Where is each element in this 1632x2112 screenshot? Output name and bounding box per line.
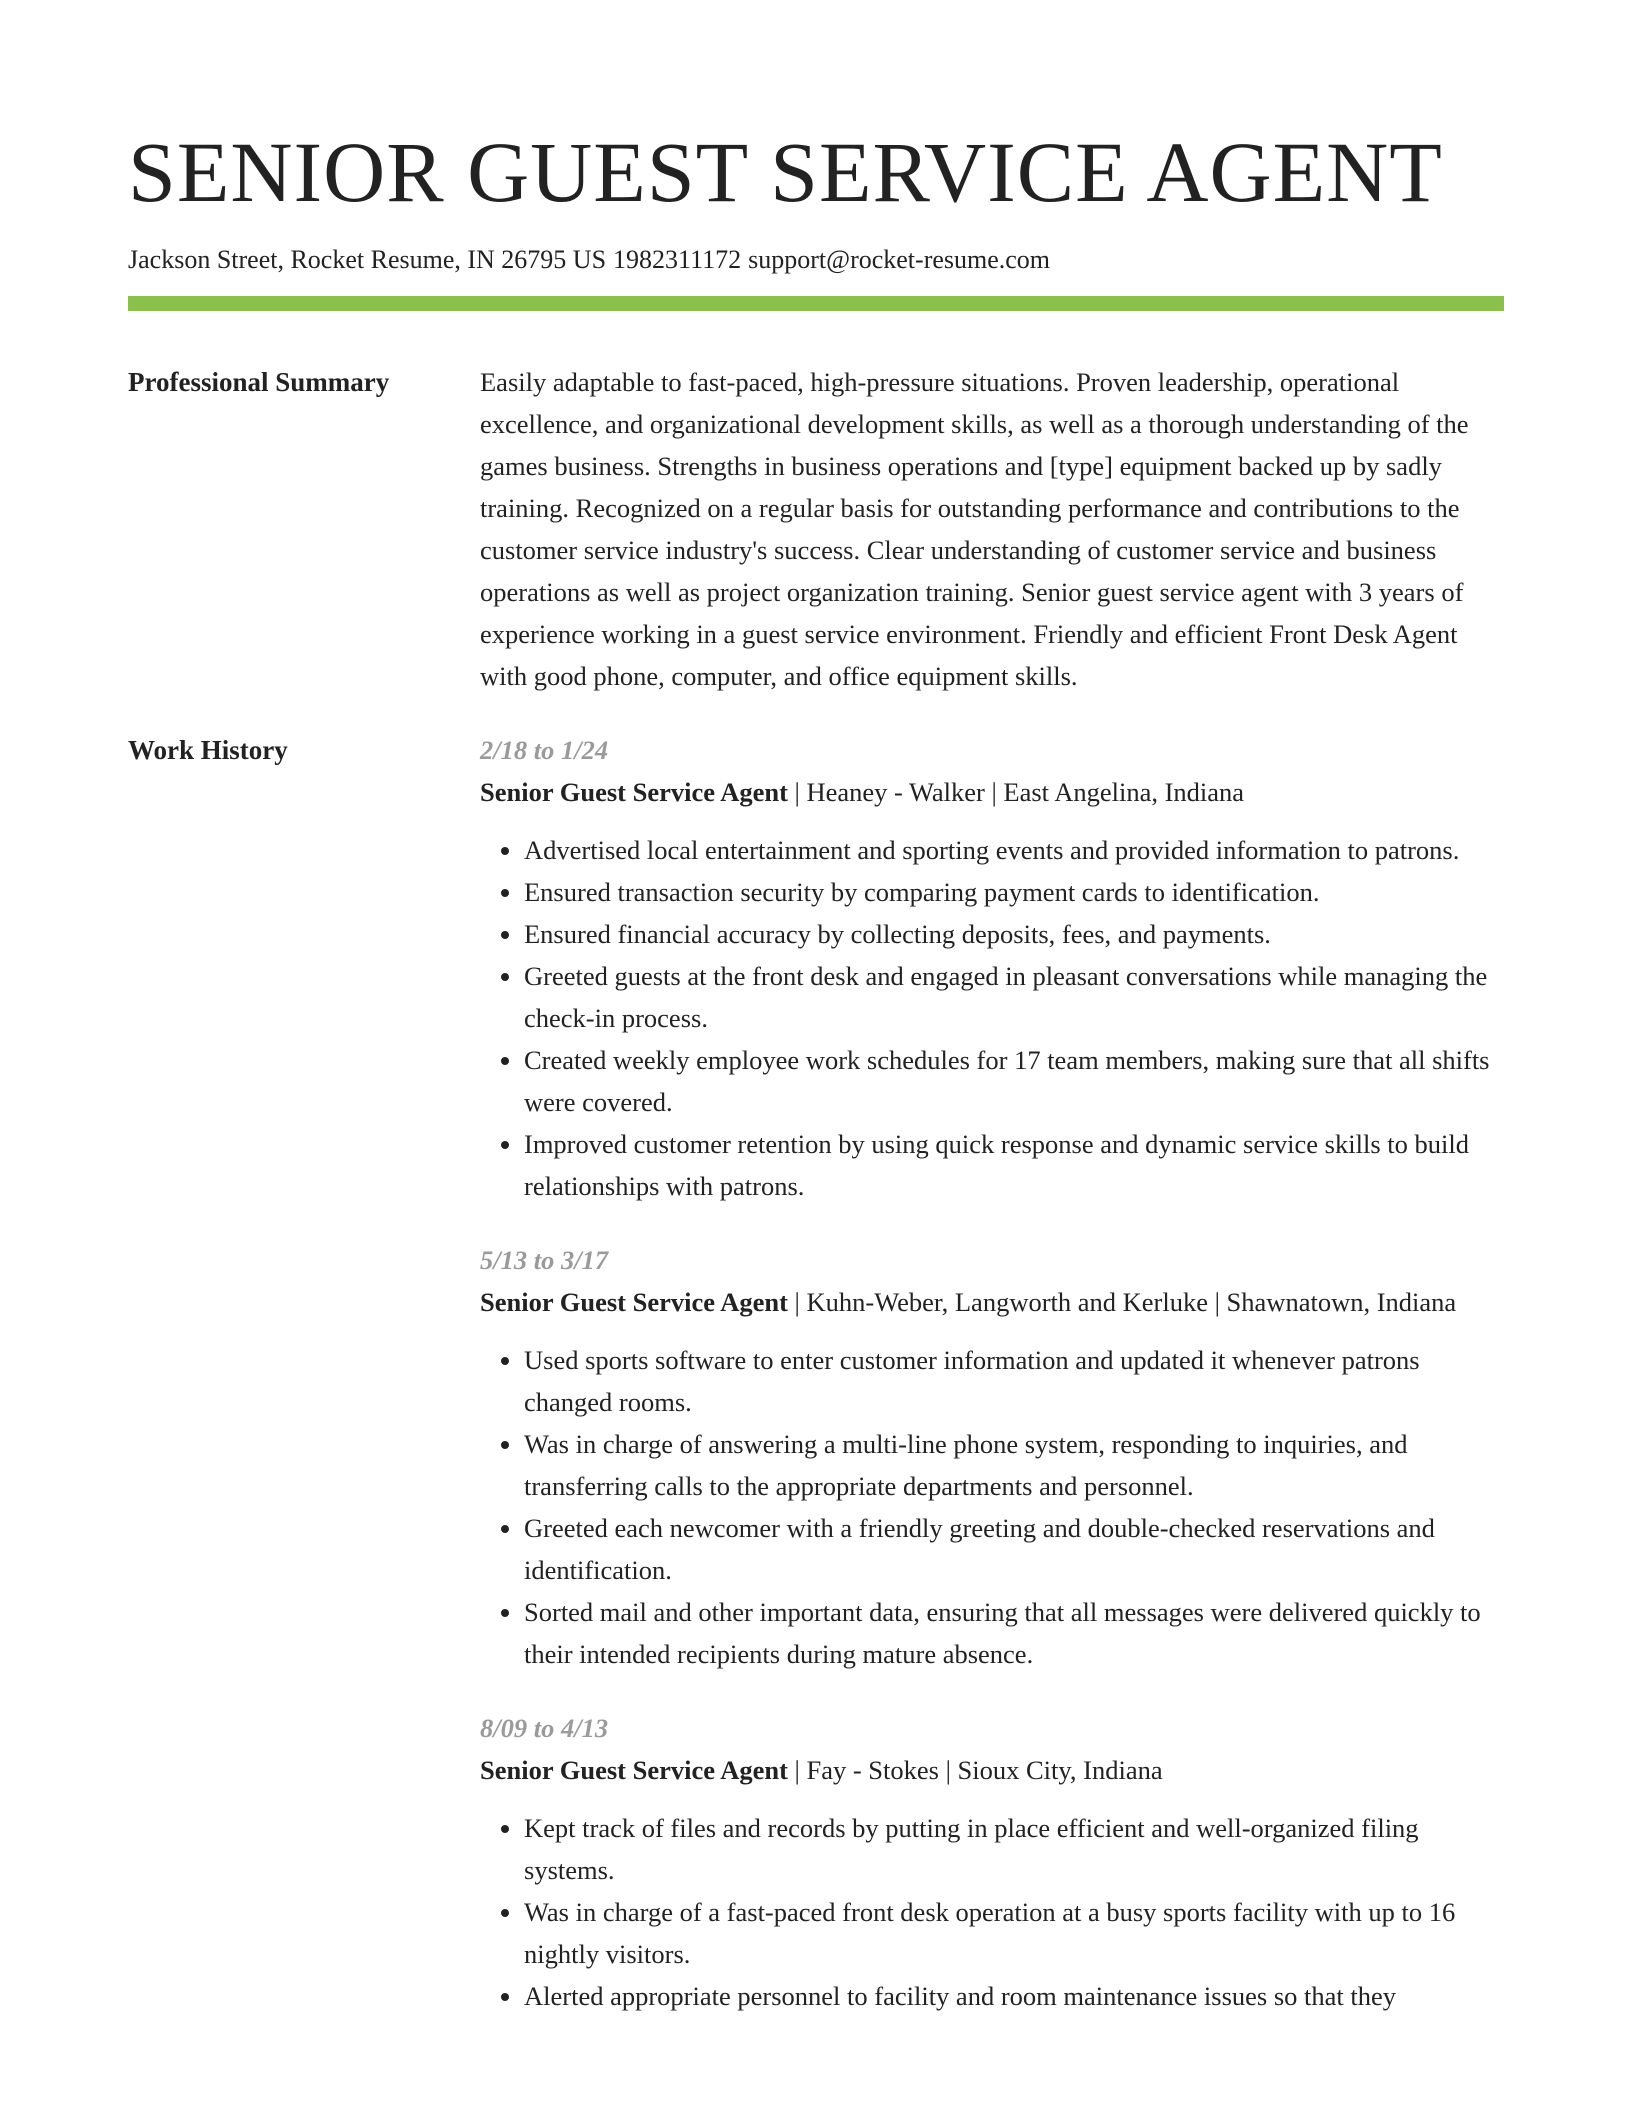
job-title: Senior Guest Service Agent bbox=[480, 1287, 788, 1317]
job-bullet: • Was in charge of a fast-paced front desk operation at a busy sports facility with up to 16 nightly visitors. bbox=[524, 1891, 1504, 1975]
job-bullet: • Was in charge of answering a multi-line phone system, responding to inquiries, and transferring calls to the appropriate departments and personnel. bbox=[524, 1423, 1504, 1507]
job-bullet: • Improved customer retention by using quick response and dynamic service skills to build relationships with patrons. bbox=[524, 1123, 1504, 1207]
job-bullet: • Ensured financial accuracy by collecting deposits, fees, and payments. bbox=[524, 913, 1504, 955]
job-details: | Fay - Stokes | Sioux City, Indiana bbox=[787, 1755, 1163, 1785]
job-bullet-list bbox=[480, 829, 1504, 1207]
job-dates: 8/09 to 4/13 bbox=[480, 1713, 609, 1743]
contact-email: support@rocket-resume.com bbox=[748, 245, 1051, 274]
contact-address: Jackson Street, Rocket Resume, IN 26795 US bbox=[128, 245, 607, 274]
job-bullet: • Advertised local entertainment and sporting events and provided information to patrons. bbox=[524, 829, 1504, 871]
contact-phone: 1982311172 bbox=[613, 245, 742, 274]
resume-page bbox=[128, 0, 1504, 2049]
job-dates: 5/13 to 3/17 bbox=[480, 1245, 609, 1275]
header-divider bbox=[128, 296, 1504, 311]
summary-text: Easily adaptable to fast-paced, high-pressure situations. Proven leadership, operational excellence, and organizational development skills, as well as a thorough understanding of the games business. Strengths in business operations and [type] equipment backed up by sadly training. Recognized on a regular basis for outstanding performance and contributions to the customer service industry's success. Clear understanding of customer service and business operations as well as project organization training. Senior guest service agent with 3 years of experience working in a guest service environment. Friendly and efficient Front Desk Agent with good phone, computer, and office equipment skills. bbox=[480, 367, 1469, 691]
job-title: Senior Guest Service Agent bbox=[480, 1755, 788, 1785]
job-title: Senior Guest Service Agent bbox=[480, 777, 788, 807]
job-details: | Heaney - Walker | East Angelina, Indiana bbox=[787, 777, 1245, 807]
job-entry bbox=[480, 1239, 1504, 1675]
job-title-line bbox=[480, 1281, 1504, 1323]
work-history-body bbox=[480, 729, 1504, 2049]
section-label-summary: Professional Summary bbox=[128, 367, 390, 397]
professional-summary-section bbox=[128, 361, 1504, 697]
job-dates: 2/18 to 1/24 bbox=[480, 735, 609, 765]
job-entry bbox=[480, 1707, 1504, 2017]
section-label-work-history: Work History bbox=[128, 735, 288, 765]
job-bullet: • Greeted guests at the front desk and engaged in pleasant conversations while managing the check-in process. bbox=[524, 955, 1504, 1039]
job-bullet: • Kept track of files and records by putting in place efficient and well-organized filing systems. bbox=[524, 1807, 1504, 1891]
job-title-line bbox=[480, 1749, 1504, 1791]
candidate-name: SENIOR GUEST SERVICE AGENT bbox=[128, 124, 1443, 220]
job-bullet: • Sorted mail and other important data, ensuring that all messages were delivered quickly to their intended recipients during mature absence. bbox=[524, 1591, 1504, 1675]
job-bullet: • Ensured transaction security by comparing payment cards to identification. bbox=[524, 871, 1504, 913]
job-bullet: • Greeted each newcomer with a friendly greeting and double-checked reservations and identification. bbox=[524, 1507, 1504, 1591]
job-bullet-list bbox=[480, 1807, 1504, 2017]
job-bullet: • Used sports software to enter customer information and updated it whenever patrons changed rooms. bbox=[524, 1339, 1504, 1423]
job-details: | Kuhn-Weber, Langworth and Kerluke | Shawnatown, Indiana bbox=[787, 1287, 1457, 1317]
job-bullet: • Alerted appropriate personnel to facility and room maintenance issues so that they bbox=[524, 1975, 1504, 2017]
job-entry bbox=[480, 729, 1504, 1207]
work-history-section bbox=[128, 729, 1504, 2049]
job-bullet: • Created weekly employee work schedules for 17 team members, making sure that all shifts were covered. bbox=[524, 1039, 1504, 1123]
job-bullet-list bbox=[480, 1339, 1504, 1675]
job-title-line bbox=[480, 771, 1504, 813]
summary-body bbox=[480, 361, 1504, 697]
contact-line bbox=[128, 242, 1504, 278]
